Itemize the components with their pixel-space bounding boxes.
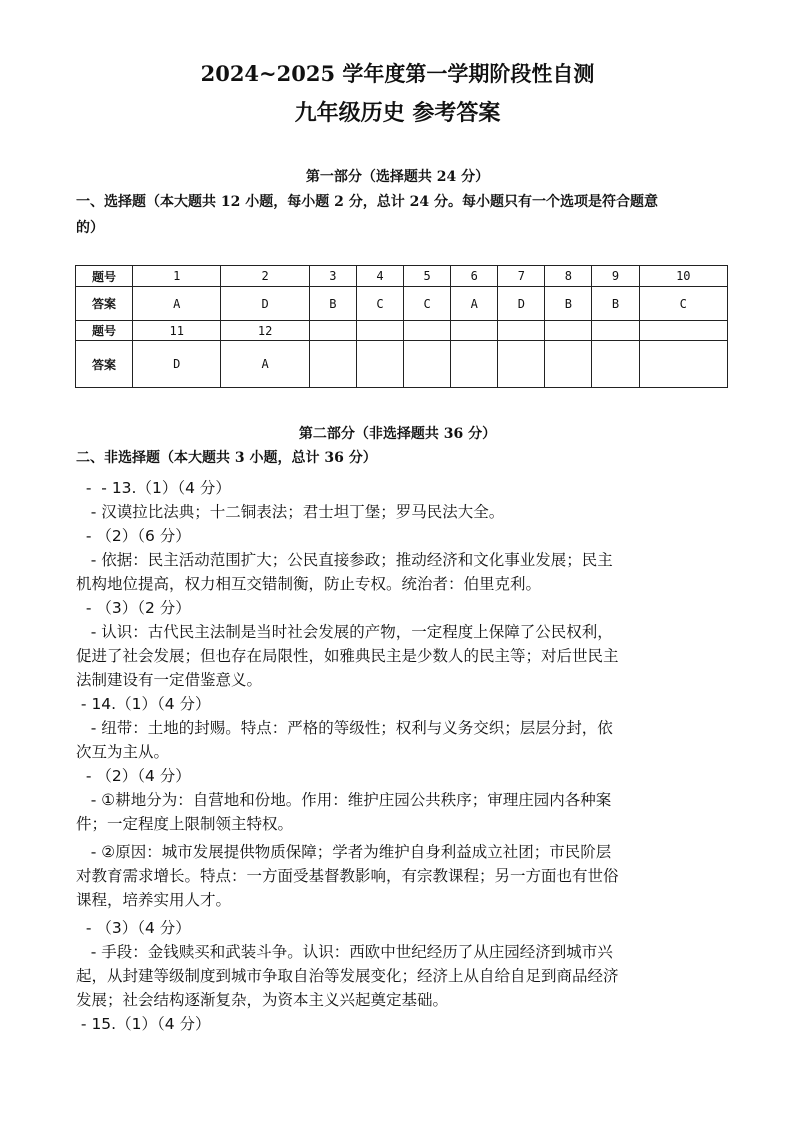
answer-line: - 纽带：土地的封赐。特点：严格的等级性；权利与义务交织；层层分封，依 xyxy=(76,719,613,737)
table-cell: B xyxy=(592,287,639,321)
answer-line: 法制建设有一定借鉴意义。 xyxy=(76,671,263,689)
answer-line: 发展；社会结构逐渐复杂，为资本主义兴起奠定基础。 xyxy=(76,991,449,1009)
table-cell: 5 xyxy=(404,266,451,287)
answer-line: - 14.（1）（4 分） xyxy=(76,695,211,713)
table-cell: 4 xyxy=(356,266,403,287)
table-cell: A xyxy=(133,287,221,321)
table-cell xyxy=(592,341,639,388)
answer-line: - 手段：金钱赎买和武装斗争。认识：西欧中世纪经历了从庄园经济到城市兴 xyxy=(76,943,613,961)
table-cell xyxy=(545,341,592,388)
table-cell: B xyxy=(545,287,592,321)
row-label: 答案 xyxy=(76,287,133,321)
table-cell: B xyxy=(309,287,356,321)
answer-table xyxy=(75,265,728,388)
table-cell: 2 xyxy=(221,266,309,287)
table-cell xyxy=(639,321,727,341)
table-cell: 1 xyxy=(133,266,221,287)
answer-line: 促进了社会发展；但也存在局限性，如雅典民主是少数人的民主等；对后世民主 xyxy=(76,647,619,665)
part1-section-title-line1: 一、选择题（本大题共 12 小题，每小题 2 分，总计 24 分。每小题只有一个选项是符合题意 xyxy=(76,194,658,210)
part2-heading: 第二部分（非选择题共 36 分） xyxy=(298,426,497,442)
table-cell xyxy=(404,341,451,388)
table-cell xyxy=(545,321,592,341)
answer-line: 次互为主从。 xyxy=(76,743,170,761)
table-cell xyxy=(498,321,545,341)
table-cell xyxy=(309,341,356,388)
answer-line: 对教育需求增长。特点：一方面受基督教影响，有宗教课程；另一方面也有世俗 xyxy=(76,867,619,885)
answer-line: - 15.（1）（4 分） xyxy=(76,1015,211,1033)
table-cell: D xyxy=(221,287,309,321)
table-cell xyxy=(356,341,403,388)
part1-section-title xyxy=(76,189,726,241)
answer-row xyxy=(76,287,728,321)
answer-line: - ①耕地分为：自营地和份地。作用：维护庄园公共秩序；审理庄园内各种案 xyxy=(76,791,612,809)
table-cell xyxy=(451,321,498,341)
question-number-row xyxy=(76,266,728,287)
answer-line: - （3）（4 分） xyxy=(76,919,191,937)
table-cell: 11 xyxy=(133,321,221,341)
part1-heading: 第一部分（选择题共 24 分） xyxy=(305,169,490,185)
part1-section-title-line2: 的） xyxy=(76,220,104,236)
part2-section-title: 二、非选择题（本大题共 3 小题，总计 36 分） xyxy=(76,450,377,466)
table-cell xyxy=(309,321,356,341)
document-title: 2024~2025 学年度第一学期阶段性自测 xyxy=(200,61,595,86)
answer-line: - （2）（4 分） xyxy=(76,767,191,785)
answer-line: 起，从封建等级制度到城市争取自治等发展变化；经济上从自给自足到商品经济 xyxy=(76,967,619,985)
table-cell: 7 xyxy=(498,266,545,287)
table-cell: D xyxy=(133,341,221,388)
table-cell: C xyxy=(404,287,451,321)
table-cell xyxy=(356,321,403,341)
table-cell: 10 xyxy=(639,266,727,287)
table-cell: 12 xyxy=(221,321,309,341)
answer-line: - 认识：古代民主法制是当时社会发展的产物，一定程度上保障了公民权利， xyxy=(76,623,613,641)
answer-line: - ②原因：城市发展提供物质保障；学者为维护自身利益成立社团；市民阶层 xyxy=(76,843,612,861)
answer-line: 课程，培养实用人才。 xyxy=(76,891,232,909)
answer-line: - - 13.（1）（4 分） xyxy=(76,479,231,497)
table-cell xyxy=(451,341,498,388)
table-cell: 8 xyxy=(545,266,592,287)
table-cell: C xyxy=(356,287,403,321)
table-cell xyxy=(592,321,639,341)
answer-line: 件；一定程度上限制领主特权。 xyxy=(76,815,294,833)
row-label: 题号 xyxy=(76,321,133,341)
answer-line: - 依据：民主活动范围扩大；公民直接参政；推动经济和文化事业发展；民主 xyxy=(76,551,613,569)
table-cell: A xyxy=(221,341,309,388)
table-cell xyxy=(639,341,727,388)
row-label: 答案 xyxy=(76,341,133,388)
answer-row xyxy=(76,341,728,388)
answer-line: - （2）（6 分） xyxy=(76,527,191,545)
answer-line: - （3）（2 分） xyxy=(76,599,191,617)
row-label: 题号 xyxy=(76,266,133,287)
question-number-row xyxy=(76,321,728,341)
table-cell: 3 xyxy=(309,266,356,287)
table-cell xyxy=(498,341,545,388)
table-cell: 6 xyxy=(451,266,498,287)
table-cell: C xyxy=(639,287,727,321)
table-cell: 9 xyxy=(592,266,639,287)
document-subtitle: 九年级历史 参考答案 xyxy=(294,100,501,126)
answer-line: 机构地位提高，权力相互交错制衡，防止专权。统治者：伯里克利。 xyxy=(76,575,542,593)
table-cell: A xyxy=(451,287,498,321)
part2-answers xyxy=(76,476,716,1036)
table-cell: D xyxy=(498,287,545,321)
table-cell xyxy=(404,321,451,341)
answer-line: - 汉谟拉比法典；十二铜表法；君士坦丁堡；罗马民法大全。 xyxy=(76,503,505,521)
